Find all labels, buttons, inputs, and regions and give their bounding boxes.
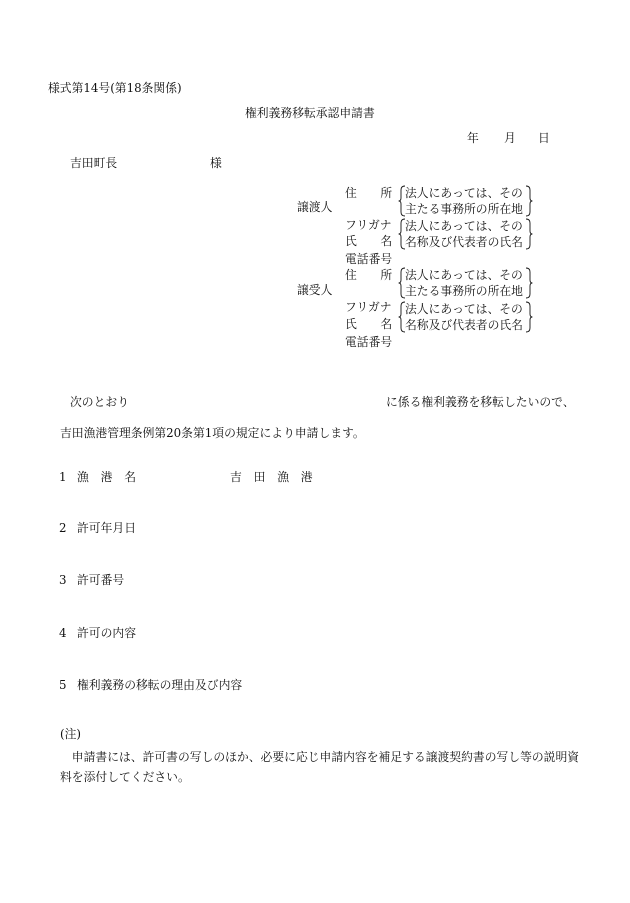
day-label: 日 xyxy=(538,131,550,145)
name-note xyxy=(398,218,534,250)
address-note-line-1: 法人にあっては、その xyxy=(405,186,523,200)
document-title: 権利義務移転承認申請書 xyxy=(245,106,375,120)
furigana-label: フリガナ xyxy=(345,300,392,314)
form-number: 様式第14号(第18条関係) xyxy=(48,81,182,95)
item-label: 権利義務の移転の理由及び内容 xyxy=(77,678,243,692)
address-label: 住 所 xyxy=(345,268,393,282)
item-label: 許可の内容 xyxy=(77,626,136,640)
address-note xyxy=(398,185,534,217)
item-label: 漁 港 名 xyxy=(77,470,136,484)
note-heading: (注) xyxy=(60,727,82,741)
address-note-line-2: 主たる事務所の所在地 xyxy=(405,202,523,216)
name-note-line-1: 法人にあっては、その xyxy=(405,302,523,316)
addressee-honorific: 様 xyxy=(210,156,222,170)
address-note-line-1: 法人にあっては、その xyxy=(405,268,523,282)
name-note-line-2: 名称及び代表者の氏名 xyxy=(405,318,523,332)
address-note-line-2: 主たる事務所の所在地 xyxy=(405,284,523,298)
month-label: 月 xyxy=(504,131,516,145)
phone-label: 電話番号 xyxy=(345,335,393,349)
name-label: 氏 名 xyxy=(345,317,393,331)
name-note-line-2: 名称及び代表者の氏名 xyxy=(405,235,523,249)
transferee-role: 譲受人 xyxy=(297,283,333,297)
transferor-role: 譲渡人 xyxy=(297,200,333,214)
right-bracket xyxy=(525,218,533,250)
item-number: 3 xyxy=(59,573,67,587)
statement-end: に係る権利義務を移転したいので、 xyxy=(386,395,575,409)
name-note xyxy=(398,301,534,333)
right-bracket xyxy=(525,185,533,217)
right-bracket xyxy=(525,301,533,333)
address-note xyxy=(398,267,534,299)
item-number: 4 xyxy=(59,626,67,640)
right-bracket xyxy=(525,267,533,299)
year-label: 年 xyxy=(467,131,479,145)
item-value: 吉 田 漁 港 xyxy=(230,470,313,484)
item-label: 許可番号 xyxy=(77,573,125,587)
item-number: 1 xyxy=(59,470,67,484)
note-text: 申請書には、許可書の写しのほか、必要に応じ申請内容を補足する譲渡契約書の写し等の説明資料を添付してください。 xyxy=(60,750,580,784)
item-label: 許可年月日 xyxy=(77,521,136,535)
item-number: 5 xyxy=(59,678,67,692)
statement-legal-basis: 吉田漁港管理条例第20条第1項の規定により申請します。 xyxy=(60,426,365,440)
name-label: 氏 名 xyxy=(345,234,393,248)
item-number: 2 xyxy=(59,521,67,535)
address-label: 住 所 xyxy=(345,186,393,200)
furigana-label: フリガナ xyxy=(345,218,392,232)
addressee-name: 吉田町長 xyxy=(70,156,118,170)
name-note-line-1: 法人にあっては、その xyxy=(405,219,523,233)
phone-label: 電話番号 xyxy=(345,252,393,266)
statement-start: 次のとおり xyxy=(70,395,129,409)
